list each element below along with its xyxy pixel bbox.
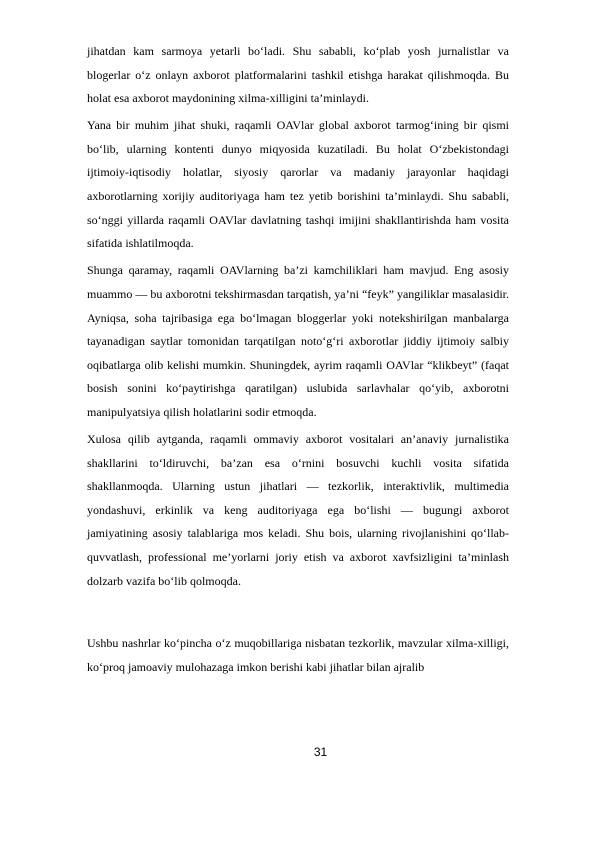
paragraph-4: Xulosa qilib aytganda, raqamli ommaviy axborot vositalari an’anaviy jurnalistika shakllarini to‘ldiruvchi, ba’zan esa o‘rnini bosuvchi kuchli vosita sifatida shakllanmoqda. Ularning ustun jihatlari — tezkorlik, interaktivlik, multimedia yondashuvi, erkinlik va keng auditoriyaga ega bo‘lishi — bugungi axborot jamiyatining asosiy talablariga mos keladi. Shu bois, ularning rivojlanishini qo‘llab-quvvatlash, professional me’yorlarni joriy etish va axborot xavfsizligini ta’minlash dolzarb vazifa bo‘lib qolmoqda. xyxy=(87,432,509,588)
page-number: 31 xyxy=(313,745,328,759)
paragraph-1: jihatdan kam sarmoya yetarli bo‘ladi. Shu sababli, ko‘plab yosh jurnalistlar va blogerlar o‘z onlayn axborot platformalarini tashkil etishga harakat qilishmoqda. Bu holat esa axborot maydonining xilma-xilligini ta’minlaydi. xyxy=(87,44,509,106)
paragraph-2: Yana bir muhim jihat shuki, raqamli OAVlar global axborot tarmog‘ining bir qismi bo‘lib, ularning kontenti dunyo miqyosida kuzatiladi. Bu holat O‘zbekistondagi ijtimoiy-iqtisodiy holatlar, siyosiy qarorlar va madaniy jarayonlar haqidagi axborotlarning xorijiy auditoriyaga ham tez yetib borishini ta’minlaydi. Shu sababli, so‘nggi yillarda raqamli OAVlar davlatning tashqi imijini shakllantirishda ham vosita sifatida ishlatilmoqda. xyxy=(87,118,509,251)
body-text xyxy=(87,40,509,683)
paragraph-3: Shunga qaramay, raqamli OAVlarning ba’zi kamchiliklari ham mavjud. Eng asosiy muammo — bu axborotni tekshirmasdan tarqatish, ya’ni “feyk” yangiliklar masalasidir. Ayniqsa, soha tajribasiga ega bo‘lmagan bloggerlar yoki notekshirilgan manbalarga tayanadigan saytlar tomonidan tarqatilgan noto‘g‘ri axborotlar jiddiy ijtimoiy salbiy oqibatlarga olib kelishi mumkin. Shuningdek, ayrim raqamli OAVlar “klikbeyt” (faqat bosish sonini ko‘paytirishga qaratilgan) uslubida sarlavhalar qo‘yib, axborotni manipulyatsiya qilish holatlarini sodir etmoqda. xyxy=(87,263,509,419)
paragraph-5: Ushbu nashrlar ko‘pincha o‘z muqobillariga nisbatan tezkorlik, mavzular xilma-xilligi, ko‘proq jamoaviy mulohazaga imkon berishi kabi jihatlar bilan ajralib xyxy=(87,636,509,674)
